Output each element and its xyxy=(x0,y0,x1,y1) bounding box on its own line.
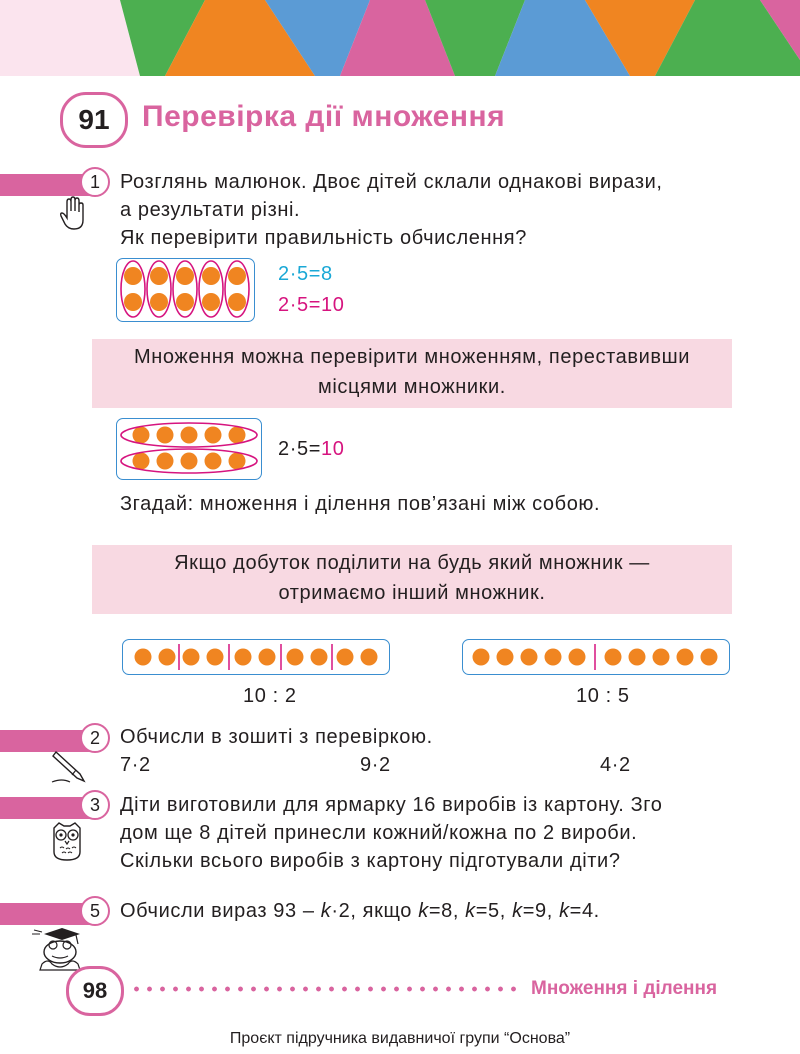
footer-dotted-rule xyxy=(130,986,520,992)
dot-array-svg xyxy=(117,259,254,321)
lesson-number: 91 xyxy=(78,104,110,135)
dot-array-2-svg xyxy=(117,419,261,479)
publisher-credit: Проєкт підручника видавничої групи “Основа” xyxy=(229,1030,571,1047)
equation-b xyxy=(278,294,344,317)
equation-c-result: 10 xyxy=(321,438,345,460)
division-strip-10-2-svg xyxy=(123,640,389,674)
rule-1-line-2: місцями множники. xyxy=(318,376,506,398)
equation-a xyxy=(278,263,333,286)
division-strip-10-5 xyxy=(462,639,730,675)
equation-b-result: 10 xyxy=(321,294,345,316)
rule-box-2 xyxy=(92,545,732,614)
task-2-expr-2: 9·2 xyxy=(360,754,391,776)
equation-c-expr: 2·5= xyxy=(278,438,321,460)
equation-b-expr: 2·5= xyxy=(278,294,321,316)
division-label-10-5: 10 : 5 xyxy=(576,685,630,707)
task-1-marker xyxy=(0,174,92,196)
equation-a-result: 8 xyxy=(321,263,333,285)
dot-array-vertical-groups xyxy=(116,258,255,322)
task-5-text: Обчисли вираз 93 – k·2, якщо k=8, k=5, k=9, k=4. xyxy=(120,900,600,922)
rule-1-line-1: Множення можна перевірити множенням, переставивши xyxy=(133,346,691,368)
task-2-expr-1: 7·2 xyxy=(120,754,151,776)
rule-2-line-2: отримаємо інший множник. xyxy=(278,582,546,604)
task-5-value-3: =9, xyxy=(522,900,553,922)
footer-section-title: Множення і ділення xyxy=(531,978,718,999)
task-3-line-3: Скільки всього виробів з картону підготували діти? xyxy=(120,850,621,872)
task-3-number: 3 xyxy=(80,790,110,820)
task-1-line-2: а результати різні. xyxy=(120,199,301,221)
task-2-expr-3: 4·2 xyxy=(600,754,631,776)
task-2-number: 2 xyxy=(80,723,110,753)
task-5-var-a: k xyxy=(320,900,332,922)
header-banner xyxy=(0,0,800,76)
task-5-var-e: k xyxy=(559,900,570,922)
task-5-marker xyxy=(0,903,92,925)
task-1-line-3: Як перевірити правильність обчислення? xyxy=(120,227,527,249)
rule-box-1 xyxy=(92,339,732,408)
task-5-value-1: =8, xyxy=(428,900,459,922)
pencil-icon xyxy=(50,748,90,784)
lesson-title: Перевірка дії множення xyxy=(142,100,506,133)
hand-icon xyxy=(58,196,88,232)
division-strip-10-5-svg xyxy=(463,640,729,674)
task-5-value-2: =5, xyxy=(475,900,506,922)
equation-c xyxy=(278,438,344,461)
lesson-number-badge xyxy=(60,92,128,148)
equation-a-expr: 2·5= xyxy=(278,263,321,285)
remember-text: Згадай: множення і ділення пов’язані між собою. xyxy=(120,493,601,515)
division-label-10-2: 10 : 2 xyxy=(243,685,297,707)
division-strip-10-2 xyxy=(122,639,390,675)
task-1-line-1: Розглянь малюнок. Двоє дітей склали однакові вирази, xyxy=(120,171,663,193)
dot-array-horizontal-groups xyxy=(116,418,262,480)
task-2-text: Обчисли в зошиті з перевіркою. xyxy=(120,726,433,748)
task-5-prefix: Обчисли вираз 93 xyxy=(120,900,297,922)
task-5-mid: ·2, якщо xyxy=(331,900,413,922)
task-3-line-1: Діти виготовили для ярмарку 16 виробів із картону. Зго xyxy=(120,794,663,816)
rule-2-line-1: Якщо добуток поділити на будь який множник — xyxy=(174,552,650,574)
task-5-var-d: k xyxy=(512,900,523,922)
task-5-var-c: k xyxy=(465,900,476,922)
task-1-number: 1 xyxy=(80,167,110,197)
page-number-badge xyxy=(66,966,124,1016)
owl-icon xyxy=(50,820,84,862)
page-number: 98 xyxy=(82,978,108,1003)
task-3-marker xyxy=(0,797,92,819)
task-5-number: 5 xyxy=(80,896,110,926)
task-5-value-4: =4. xyxy=(569,900,600,922)
task-3-line-2: дом ще 8 дітей принесли кожний/кожна по 2 вироби. xyxy=(120,822,638,844)
task-5-var-b: k xyxy=(418,900,429,922)
